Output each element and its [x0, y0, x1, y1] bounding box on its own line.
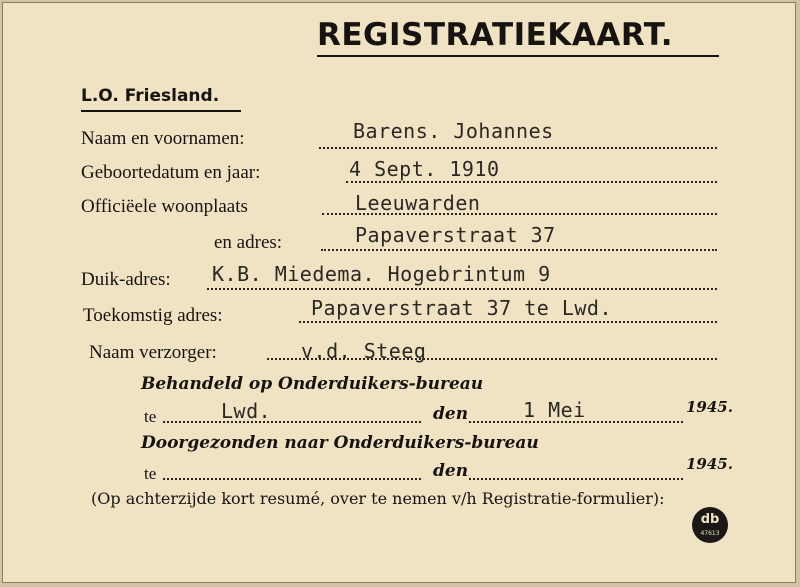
forwarded-te-label: te [144, 464, 157, 483]
name-dotted-line [319, 147, 717, 149]
dob-value: 4 Sept. 1910 [349, 157, 500, 181]
forwarded-heading: Doorgezonden naar Onderduikers-bureau [141, 433, 539, 453]
hiding-address-label: Duik-adres: [81, 269, 171, 290]
processed-te-value: Lwd. [221, 399, 272, 423]
hiding-address-dotted-line [207, 288, 717, 290]
residence-label: Officiëele woonplaats [81, 196, 248, 217]
stamp-number: 47613 [700, 530, 720, 537]
archive-stamp [692, 507, 728, 543]
name-value: Barens. Johannes [353, 119, 554, 143]
title-underline [317, 55, 719, 57]
footer-note: (Op achterzijde kort resumé, over te nemen v/h Registratie-formulier): [91, 489, 665, 508]
organisation-label: L.O. Friesland. [81, 86, 220, 106]
future-address-label: Toekomstig adres: [83, 305, 223, 326]
name-label: Naam en voornamen: [81, 128, 245, 149]
dob-dotted-line [346, 181, 717, 183]
hiding-address-value: K.B. Miedema. Hogebrintum 9 [212, 262, 551, 286]
processed-year: 1945. [686, 398, 733, 416]
processed-te-label: te [144, 407, 157, 426]
future-address-value: Papaverstraat 37 te Lwd. [311, 296, 612, 320]
processed-den-value: 1 Mei [523, 398, 586, 422]
forwarded-den-label: den [433, 461, 469, 481]
dob-label: Geboortedatum en jaar: [81, 162, 261, 183]
processed-heading: Behandeld op Onderduikers-bureau [141, 374, 484, 394]
organisation-underline [81, 110, 241, 112]
future-address-dotted-line [299, 321, 717, 323]
processed-te-dotted-line [163, 421, 421, 423]
address-dotted-line [321, 249, 717, 251]
card-title: REGISTRATIEKAART. [317, 17, 674, 53]
registration-card [2, 2, 796, 583]
residence-value: Leeuwarden [355, 191, 481, 215]
caretaker-label: Naam verzorger: [89, 342, 217, 363]
caretaker-value: v.d. Steeg [301, 339, 427, 363]
address-label: en adres: [214, 232, 283, 253]
stamp-initials: db [700, 512, 720, 527]
forwarded-den-dotted-line [469, 478, 683, 480]
address-value: Papaverstraat 37 [355, 223, 556, 247]
forwarded-year: 1945. [686, 455, 733, 473]
forwarded-te-dotted-line [163, 478, 421, 480]
processed-den-label: den [433, 404, 469, 424]
